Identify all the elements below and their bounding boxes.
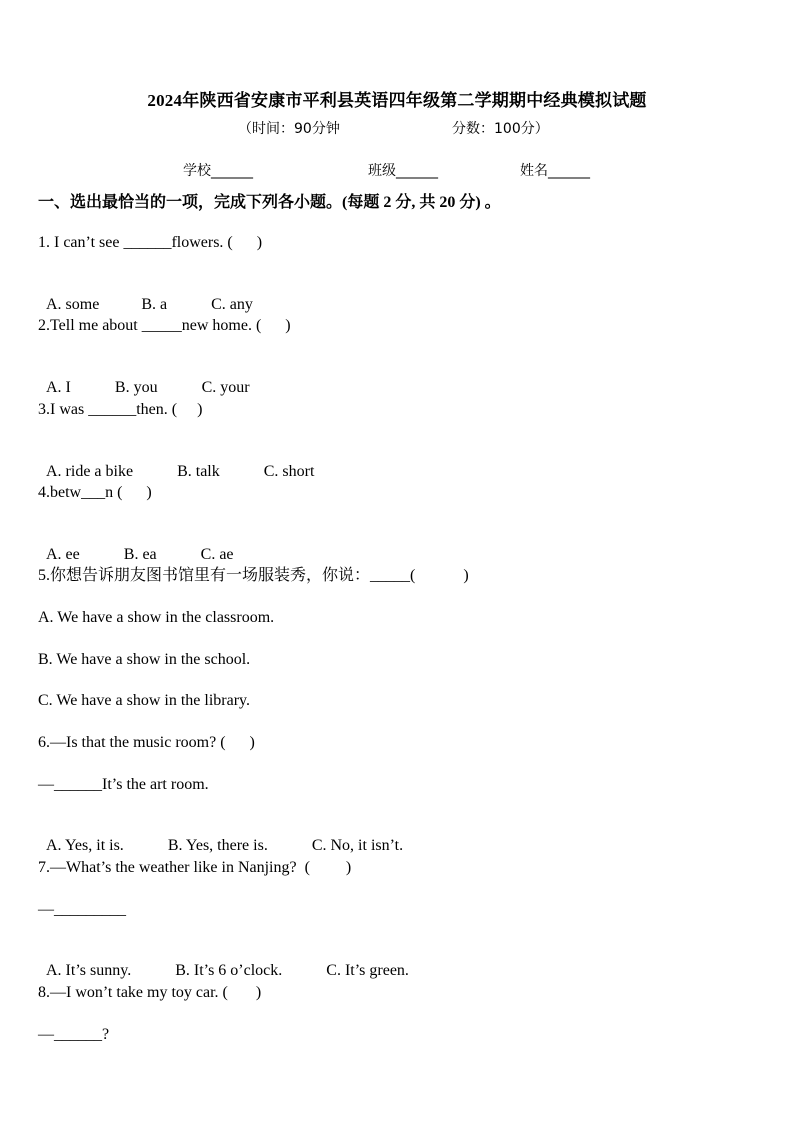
exam-time: （时间：90分钟 xyxy=(238,121,340,137)
question-5-stem: 5.你想告诉朋友图书馆里有一场服装秀，你说：_____( ) xyxy=(38,567,469,584)
question-8-answer-line: —______? xyxy=(38,1026,110,1043)
school-field: 学校______ xyxy=(183,163,253,179)
question-2-options xyxy=(38,358,250,398)
option: A. ride a bike xyxy=(46,463,134,480)
question-4-options xyxy=(38,525,234,565)
question-3-options xyxy=(38,442,314,482)
exam-title: 2024年陕西省安康市平利县英语四年级第二学期期中经典模拟试题 xyxy=(147,91,647,110)
option: B. It’s 6 o’clock. xyxy=(175,962,283,979)
question-6-options xyxy=(38,816,403,856)
question-6-answer-line: —______It’s the art room. xyxy=(38,776,209,793)
option: B. ea xyxy=(123,546,157,563)
question-5-option-b: B. We have a show in the school. xyxy=(38,651,251,668)
question-7-options xyxy=(38,941,409,981)
option: B. a xyxy=(141,296,168,313)
question-7-answer-line: —_________ xyxy=(38,901,126,918)
question-4-stem: 4.betw___n ( ) xyxy=(38,484,152,501)
question-1-options xyxy=(38,275,253,315)
question-8-stem: 8.—I won’t take my toy car. ( ) xyxy=(38,984,262,1001)
option: A. It’s sunny. xyxy=(46,962,132,979)
name-field: 姓名______ xyxy=(520,163,590,179)
question-7-stem: 7.—What’s the weather like in Nanjing? ( ) xyxy=(38,859,352,876)
option: C. ae xyxy=(200,546,234,563)
question-6-stem: 6.—Is that the music room? ( ) xyxy=(38,734,255,751)
option: A. ee xyxy=(46,546,80,563)
option: A. some xyxy=(46,296,100,313)
question-5-option-a: A. We have a show in the classroom. xyxy=(38,609,275,626)
section-heading: 一、选出最恰当的一项，完成下列各小题。(每题 2 分, 共 20 分) 。 xyxy=(38,194,501,211)
option: A. I xyxy=(46,379,71,396)
option: B. you xyxy=(114,379,158,396)
question-3-stem: 3.I was ______then. ( ) xyxy=(38,401,203,418)
question-5-option-c: C. We have a show in the library. xyxy=(38,692,250,709)
option: C. your xyxy=(201,379,250,396)
option: C. short xyxy=(263,463,315,480)
class-field: 班级______ xyxy=(368,163,438,179)
question-2-stem: 2.Tell me about _____new home. ( ) xyxy=(38,317,291,334)
question-1-stem: 1. I can’t see ______flowers. ( ) xyxy=(38,234,263,251)
exam-score: 分数：100分） xyxy=(452,121,549,137)
option: C. It’s green. xyxy=(326,962,409,979)
option: C. No, it isn’t. xyxy=(311,837,404,854)
option: B. Yes, there is. xyxy=(167,837,268,854)
option: C. any xyxy=(211,296,253,313)
option: B. talk xyxy=(177,463,220,480)
option: A. Yes, it is. xyxy=(46,837,124,854)
